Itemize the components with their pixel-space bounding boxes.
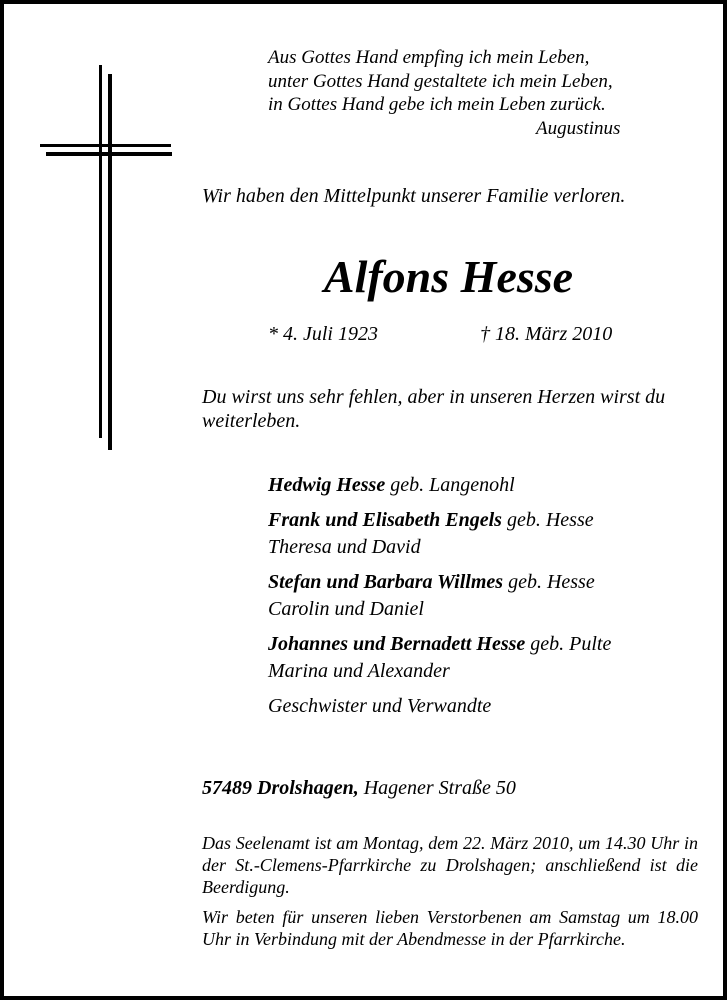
mourner-children: Carolin und Daniel: [268, 598, 424, 620]
mourner-name: Stefan und Barbara Willmes: [268, 571, 504, 593]
mourner-group: [268, 631, 611, 685]
mourner-children: Theresa und David: [268, 536, 421, 558]
mourner-group: [268, 507, 611, 561]
mourners-list: [268, 472, 611, 728]
birth-date: * 4. Juli 1923: [268, 323, 378, 345]
mourner-suffix: geb. Hesse: [508, 571, 595, 593]
quote-line: Aus Gottes Hand empfing ich mein Leben,: [268, 47, 590, 68]
quote-author: Augustinus: [536, 117, 621, 139]
mourner-name: Hedwig Hesse: [268, 474, 386, 496]
quote-line: unter Gottes Hand gestaltete ich mein Leben,: [268, 70, 613, 92]
mourner-suffix: geb. Hesse: [506, 509, 594, 531]
family-address: [202, 777, 516, 800]
mourner-group: [268, 569, 611, 623]
opening-quote: [268, 46, 620, 140]
relatives-line: Geschwister und Verwandte: [268, 695, 492, 717]
death-date: † 18. März 2010: [480, 323, 613, 345]
address-place: 57489 Drolshagen,: [202, 777, 359, 799]
funeral-notice: Das Seelenamt ist am Montag, dem 22. März 2010, um 14.30 Uhr in der St.-Clemens-Pfarrkirche zu Drolshagen; anschließend ist die Beerdigung.: [202, 833, 698, 897]
cross-horizontal-bar: [46, 152, 172, 156]
mourner-name: Frank und Elisabeth Engels: [268, 509, 502, 531]
mourner-name: Johannes und Bernadett Hesse: [268, 633, 526, 655]
prayer-notice: Wir beten für unseren lieben Verstorbenen am Samstag um 18.00 Uhr in Verbindung mit der Abendmesse in der Pfarrkirche.: [202, 907, 698, 949]
mourner-children: Marina und Alexander: [268, 660, 450, 682]
quote-line: in Gottes Hand gebe ich mein Leben zurück.: [268, 94, 606, 115]
mourner-group: [268, 472, 611, 499]
deceased-name: Alfons Hesse: [323, 251, 574, 302]
intro-text: Wir haben den Mittelpunkt unserer Familie verloren.: [202, 185, 626, 207]
cross-horizontal-bar: [40, 144, 171, 147]
address-street: Hagener Straße 50: [363, 777, 516, 799]
mourner-suffix: geb. Langenohl: [390, 474, 515, 496]
mourner-suffix: geb. Pulte: [530, 633, 612, 655]
farewell-text: Du wirst uns sehr fehlen, aber in unseren Herzen wirst du weiterleben.: [202, 386, 666, 432]
